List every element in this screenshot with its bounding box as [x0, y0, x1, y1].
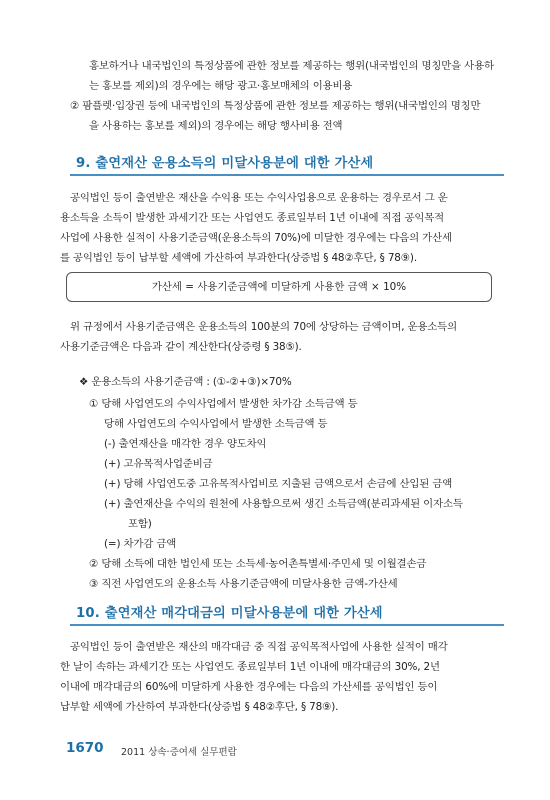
calc-line-3: (-) 출연재산을 매각한 경우 양도차익	[104, 438, 267, 450]
section-10-rule	[70, 624, 504, 626]
section-9-para1-line-4: 를 공익법인 등이 납부할 세액에 가산하여 부과한다(상증법 § 48②후단, § 78⑨).	[60, 252, 417, 264]
page-number: 1670	[66, 740, 104, 756]
calc-line-7: 포함)	[128, 518, 152, 530]
calc-line-10: ③ 직전 사업연도의 운용소득 사용기준금액에 미달사용한 금액-가산세	[89, 578, 398, 590]
section-10-para1-line-2: 한 날이 속하는 과세기간 또는 사업연도 종료일부터 1년 이내에 매각대금의 30%, 2년	[60, 661, 440, 673]
section-9-rule	[70, 174, 504, 176]
calc-title: ❖ 운용소득의 사용기준금액 : (①-②+③)×70%	[79, 376, 292, 388]
penalty-formula-box: 가산세 = 사용기준금액에 미달하게 사용한 금액 × 10%	[66, 272, 492, 302]
calc-line-2: 당해 사업연도의 수익사업에서 발생한 소득금액 등	[104, 418, 328, 430]
calc-line-8: (=) 차가감 금액	[104, 538, 177, 550]
section-10-title: 10. 출연재산 매각대금의 미달사용분에 대한 가산세	[76, 606, 383, 621]
top-item2-line-1: ② 팜플렛·입장권 등에 내국법인의 특정상품에 관한 정보를 제공하는 행위(내국법인의 명칭만	[70, 100, 481, 112]
calc-line-6: (+) 출연재산을 수익의 원천에 사용함으로써 생긴 소득금액(분리과세된 이자소득	[104, 498, 463, 510]
calc-line-1: ① 당해 사업연도의 수익사업에서 발생한 차가감 소득금액 등	[89, 398, 358, 410]
calc-line-4: (+) 고유목적사업준비금	[104, 458, 213, 470]
top-line-1: 홍보하거나 내국법인의 특정상품에 관한 정보를 제공하는 행위(내국법인의 명칭만을 사용하	[89, 60, 494, 72]
top-line-2: 는 홍보를 제외)의 경우에는 해당 광고·홍보매체의 이용비용	[89, 80, 353, 92]
section-9-para2-line-2: 사용기준금액은 다음과 같이 계산한다(상증령 § 38⑤).	[60, 341, 302, 353]
section-10-para1-line-3: 이내에 매각대금의 60%에 미달하게 사용한 경우에는 다음의 가산세를 공익법인 등이	[60, 681, 438, 693]
calc-line-9: ② 당해 소득에 대한 법인세 또는 소득세·농어촌특별세·주민세 및 이월결손금	[89, 558, 427, 570]
section-9-para1-line-3: 사업에 사용한 실적이 사용기준금액(운용소득의 70%)에 미달한 경우에는 다음의 가산세	[60, 232, 452, 244]
section-9-para2-line-1: 위 규정에서 사용기준금액은 운용소득의 100분의 70에 상당하는 금액이며, 운용소득의	[70, 321, 457, 333]
calc-line-5: (+) 당해 사업연도중 고유목적사업비로 지출된 금액으로서 손금에 산입된 금액	[104, 478, 453, 490]
section-10-para1-line-1: 공익법인 등이 출연받은 재산의 매각대금 중 직접 공익목적사업에 사용한 실적이 매각	[70, 641, 448, 653]
section-10-para1-line-4: 납부할 세액에 가산하여 부과한다(상증법 § 48②후단, § 78⑨).	[60, 701, 339, 713]
section-9-para1-line-2: 용소득을 소득이 발생한 과세기간 또는 사업연도 종료일부터 1년 이내에 직접 공익목적	[60, 212, 445, 224]
top-item2-line-2: 을 사용하는 홍보를 제외)의 경우에는 해당 행사비용 전액	[89, 120, 343, 132]
section-9-para1-line-1: 공익법인 등이 출연받은 재산을 수익용 또는 수익사업용으로 운용하는 경우로서 그 운	[70, 192, 448, 204]
book-title: 2011 상속·증여세 실무편람	[121, 747, 237, 758]
section-9-title: 9. 출연재산 운용소득의 미달사용분에 대한 가산세	[76, 156, 374, 171]
